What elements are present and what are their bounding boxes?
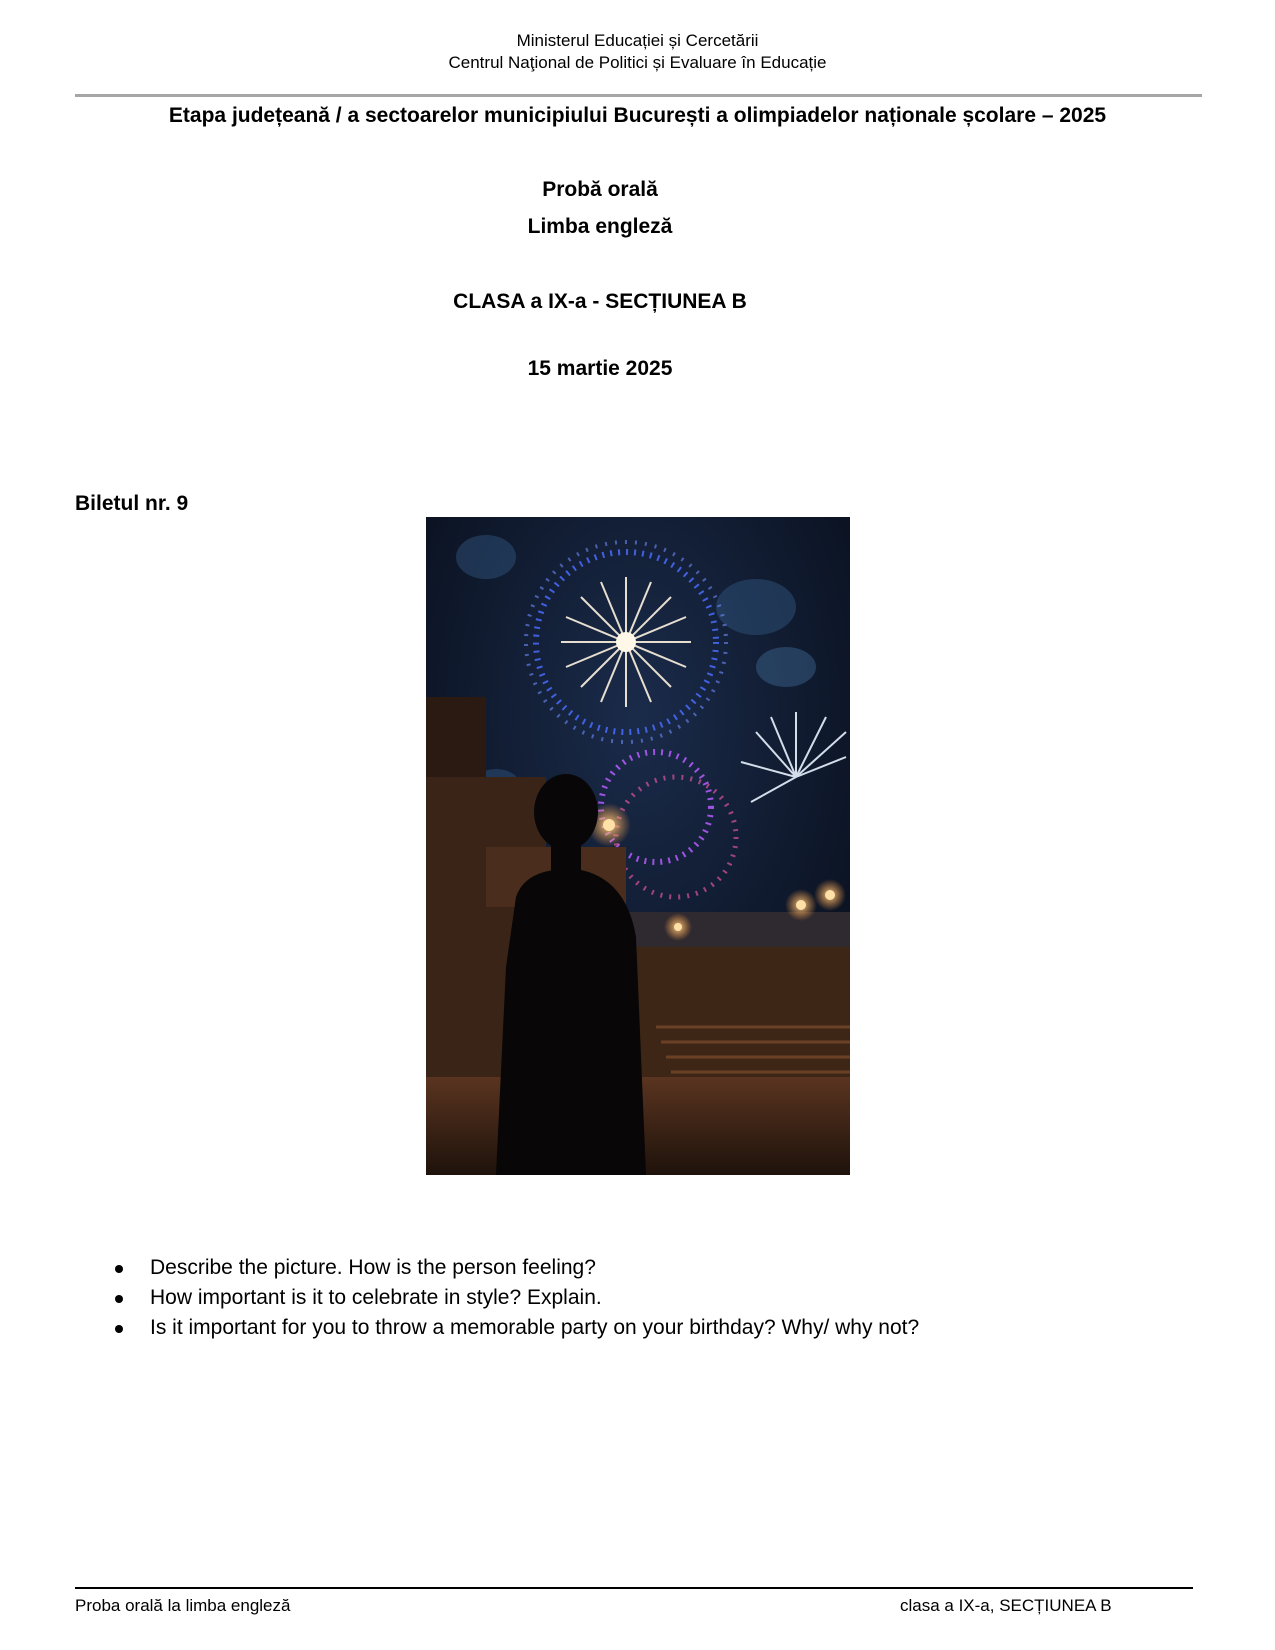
question-list xyxy=(110,1253,919,1343)
exam-date: 15 martie 2025 xyxy=(527,357,673,380)
subject-title: Limba engleză xyxy=(527,215,673,238)
bullet-icon xyxy=(115,1265,123,1273)
footer-right-text: clasa a IX-a, SECȚIUNEA B xyxy=(900,1596,1112,1615)
list-item: Describe the picture. How is the person feeling? xyxy=(110,1253,919,1283)
list-item: Is it important for you to throw a memorable party on your birthday? Why/ why not? xyxy=(110,1313,919,1343)
stage-title: Etapa județeană / a sectoarelor municipiului București a olimpiadelor naționale școlare – 2025 xyxy=(168,104,1107,127)
list-item: How important is it to celebrate in style? Explain. xyxy=(110,1283,919,1313)
header-divider xyxy=(75,94,1202,97)
class-section-title: CLASA a IX-a - SECȚIUNEA B xyxy=(453,290,747,313)
header-center: Centrul Naţional de Politici și Evaluare în Educație xyxy=(448,53,827,72)
footer-divider xyxy=(75,1587,1193,1589)
ticket-label: Biletul nr. 9 xyxy=(75,492,189,515)
bullet-icon xyxy=(115,1325,123,1333)
footer-left-text: Proba orală la limba engleză xyxy=(75,1596,291,1615)
bullet-icon xyxy=(115,1295,123,1303)
fireworks-photo xyxy=(426,517,850,1175)
exam-title: Probă orală xyxy=(542,178,658,201)
header-ministry: Ministerul Educației și Cercetării xyxy=(516,31,759,50)
